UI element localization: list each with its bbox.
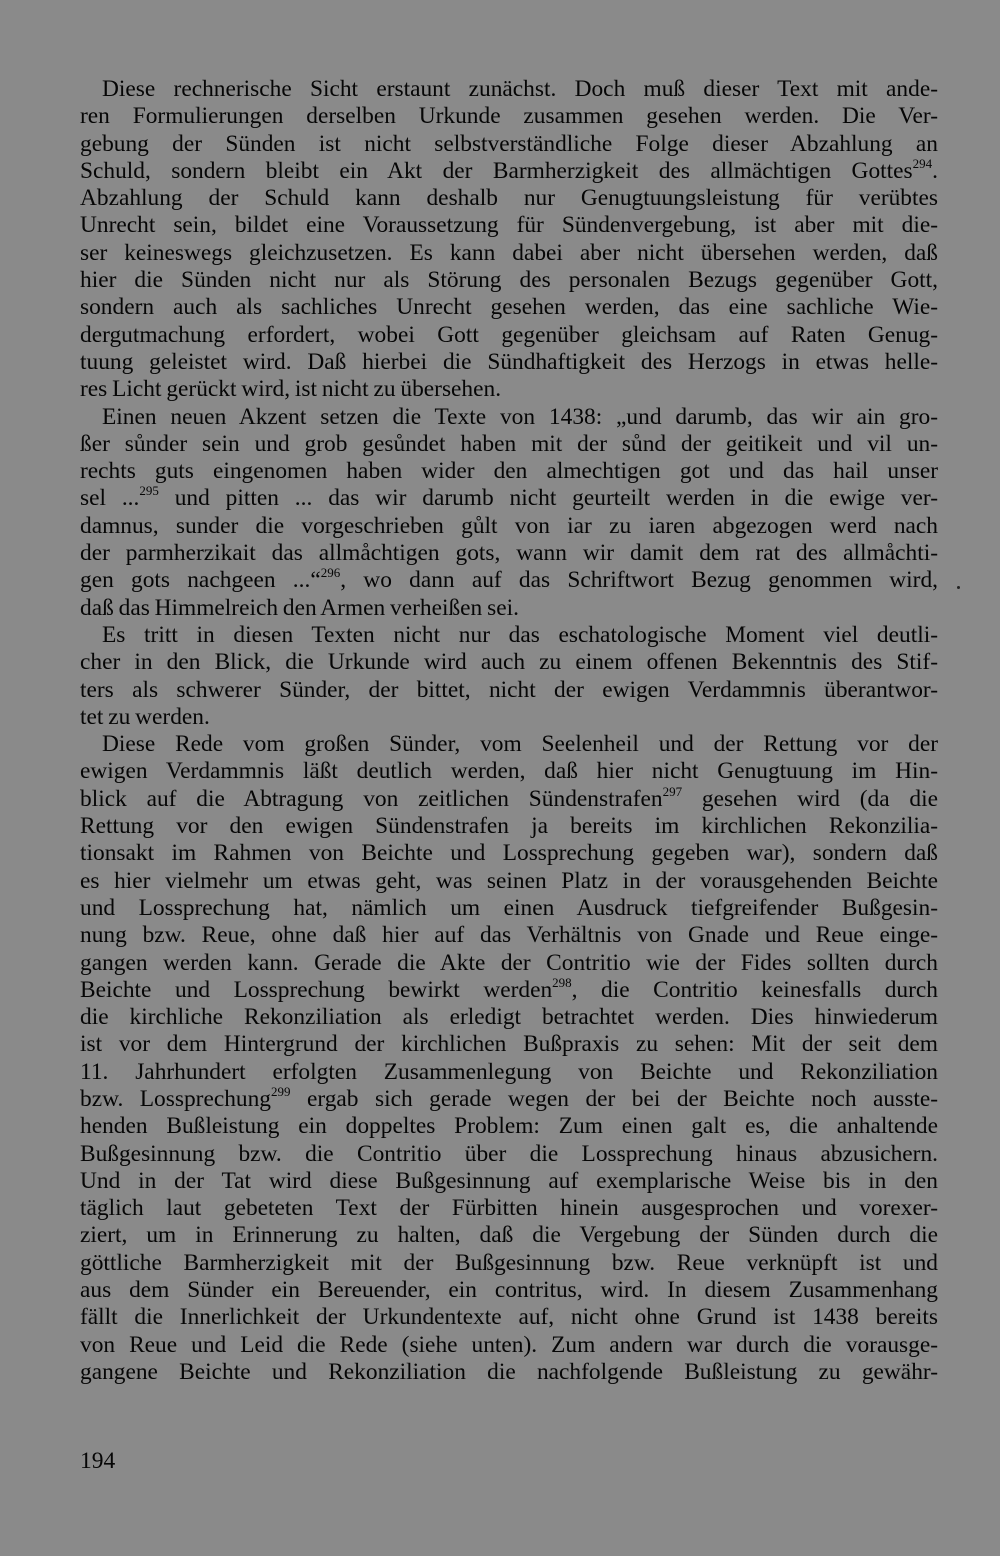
footnote-marker: 298 [552, 974, 572, 990]
text-line: täglich laut gebeteten Text der Fürbitten hinein ausgesprochen und vorexer- [80, 1195, 938, 1222]
text-line: Diese rechnerische Sicht erstaunt zunächst. Doch muß dieser Text mit ande- [102, 76, 938, 102]
text-line: gangene Beichte und Rekonziliation die nachfolgende Bußleistung zu gewähr- [80, 1358, 938, 1385]
text-line: göttliche Barmherzigkeit mit der Bußgesinnung bzw. Reue verknüpft ist und [80, 1249, 938, 1276]
text-line: ewigen Verdammnis läßt deutlich werden, daß hier nicht Genugtuung im Hin- [80, 758, 938, 785]
footnote-marker: 299 [271, 1083, 291, 1099]
footnote-marker: 295 [139, 483, 159, 499]
paragraph [80, 731, 938, 1386]
text-line: tionsakt im Rahmen von Beichte und Lossprechung gegeben war), sondern daß [80, 840, 938, 867]
text-line: cher in den Blick, die Urkunde wird auch zu einem offenen Bekenntnis des Stif- [80, 649, 938, 676]
text-line: dergutmachung erfordert, wobei Gott gegenüber gleichsam auf Raten Genug- [80, 321, 938, 348]
text-line: Abzahlung der Schuld kann deshalb nur Genugtuungsleistung für verübtes [80, 185, 938, 212]
text-line: Unrecht sein, bildet eine Voraussetzung für Sündenvergebung, ist aber mit die- [80, 212, 938, 239]
text-line: fällt die Innerlichkeit der Urkundentexte auf, nicht ohne Grund ist 1438 bereits [80, 1304, 938, 1331]
text-line: aus dem Sünder ein Bereuender, ein contritus, wird. In diesem Zusammenhang [80, 1277, 938, 1304]
paragraph [80, 622, 938, 731]
text-line: ren Formulierungen derselben Urkunde zusammen gesehen werden. Die Ver- [80, 103, 938, 130]
text-line: und Lossprechung hat, nämlich um einen Ausdruck tiefgreifender Bußgesin- [80, 894, 938, 921]
text-line: bzw. Lossprechung$^{299}$ ergab sich gerade wegen der bei der Beichte noch ausste- [80, 1083, 938, 1112]
footnote-marker: 297 [662, 783, 683, 799]
text-line: Rettung vor den ewigen Sündenstrafen ja bereits im kirchlichen Rekonzilia- [80, 813, 938, 840]
text-line: res Licht gerückt wird, ist nicht zu übersehen. [80, 376, 502, 403]
text-line: sel ...$^{295}$ und pitten ... das wir darumb nicht geurteilt werden in die ewige ver- [80, 483, 938, 512]
text-line: tet zu werden. [80, 703, 210, 730]
text-line: 11. Jahrhundert erfolgten Zusammenlegung von Beichte und Rekonziliation [80, 1058, 938, 1085]
text-line: tuung geleistet wird. Daß hierbei die Sündhaftigkeit des Herzogs in etwas helle- [80, 348, 938, 375]
text-line: damnus, sunder die vorgeschrieben gůlt von iar zu iaren abgezogen werd nach [80, 512, 938, 539]
page-body [80, 76, 938, 1386]
text-line: Beichte und Lossprechung bewirkt werden$^{298}$, die Contritio keinesfalls durch [80, 974, 938, 1003]
text-line: Und in der Tat wird diese Bußgesinnung auf exemplarische Weise bis in den [80, 1167, 938, 1194]
text-line: Schuld, sondern bleibt ein Akt der Barmherzigkeit des allmächtigen Gottes$^{294}$. [80, 155, 938, 184]
text-line: ist vor dem Hintergrund der kirchlichen Bußpraxis zu sehen: Mit der seit dem [80, 1031, 938, 1058]
text-line: daß das Himmelreich den Armen verheißen sei. [80, 594, 519, 621]
text-line: Einen neuen Akzent setzen die Texte von 1438: „und darumb, das wir ain gro- [102, 403, 938, 430]
text-line: die kirchliche Rekonziliation als erledigt betrachtet werden. Dies hinwiederum [80, 1004, 938, 1031]
text-line: sondern auch als sachliches Unrecht gesehen werden, das eine sachliche Wie- [80, 294, 938, 321]
text-line: ziert, um in Erinnerung zu halten, daß die Vergebung der Sünden durch die [80, 1222, 938, 1249]
text-line: ters als schwerer Sünder, der bittet, nicht der ewigen Verdammnis überantwor- [80, 676, 938, 703]
text-line: ser keineswegs gleichzusetzen. Es kann dabei aber nicht übersehen werden, daß [80, 239, 938, 266]
footnote-marker: 294 [912, 155, 933, 171]
text-line: hier die Sünden nicht nur als Störung des personalen Bezugs gegenüber Gott, [80, 267, 938, 294]
footnote-marker: 296 [320, 565, 341, 581]
text-line: henden Bußleistung ein doppeltes Problem: Zum einen galt es, die anhaltende [80, 1113, 938, 1140]
text-line: Es tritt in diesen Texten nicht nur das eschatologische Moment viel deutli- [102, 621, 938, 648]
paragraph [80, 76, 938, 404]
text-line: es hier vielmehr um etwas geht, was seinen Platz in der vorausgehenden Beichte [80, 867, 938, 894]
text-line: ßer sůnder sein und grob gesůndet haben mit der sůnd der geitikeit und vil un- [80, 430, 938, 457]
paragraph [80, 404, 938, 622]
text-line: Diese Rede vom großen Sünder, vom Seelenheil und der Rettung vor der [102, 731, 938, 758]
text-line: gen gots nachgeen ...“$^{296}$, wo dann auf das Schriftwort Bezug genommen wird, [80, 565, 939, 594]
text-line: nung bzw. Reue, ohne daß hier auf das Verhältnis von Gnade und Reue einge- [80, 922, 938, 949]
text-line: der parmherzikait das allmåchtigen gots, wann wir damit dem rat des allmåchti- [80, 540, 938, 567]
page-number: 194 [80, 1448, 116, 1474]
text-line: gebung der Sünden ist nicht selbstverständliche Folge dieser Abzahlung an [80, 130, 938, 157]
text-line: blick auf die Abtragung von zeitlichen Sündenstrafen$^{297}$ gesehen wird (da die [80, 783, 939, 812]
text-line: gangen werden kann. Gerade die Akte der Contritio wie der Fides sollten durch [80, 949, 938, 976]
text-line: von Reue und Leid die Rede (siehe unten). Zum andern war durch die vorausge- [80, 1331, 938, 1358]
text-line: rechts guts eingenomen haben wider den almechtigen got und das hail unser [80, 458, 938, 485]
scan-speck [957, 586, 960, 589]
text-line: Bußgesinnung bzw. die Contritio über die Lossprechung hinaus abzusichern. [80, 1140, 938, 1167]
